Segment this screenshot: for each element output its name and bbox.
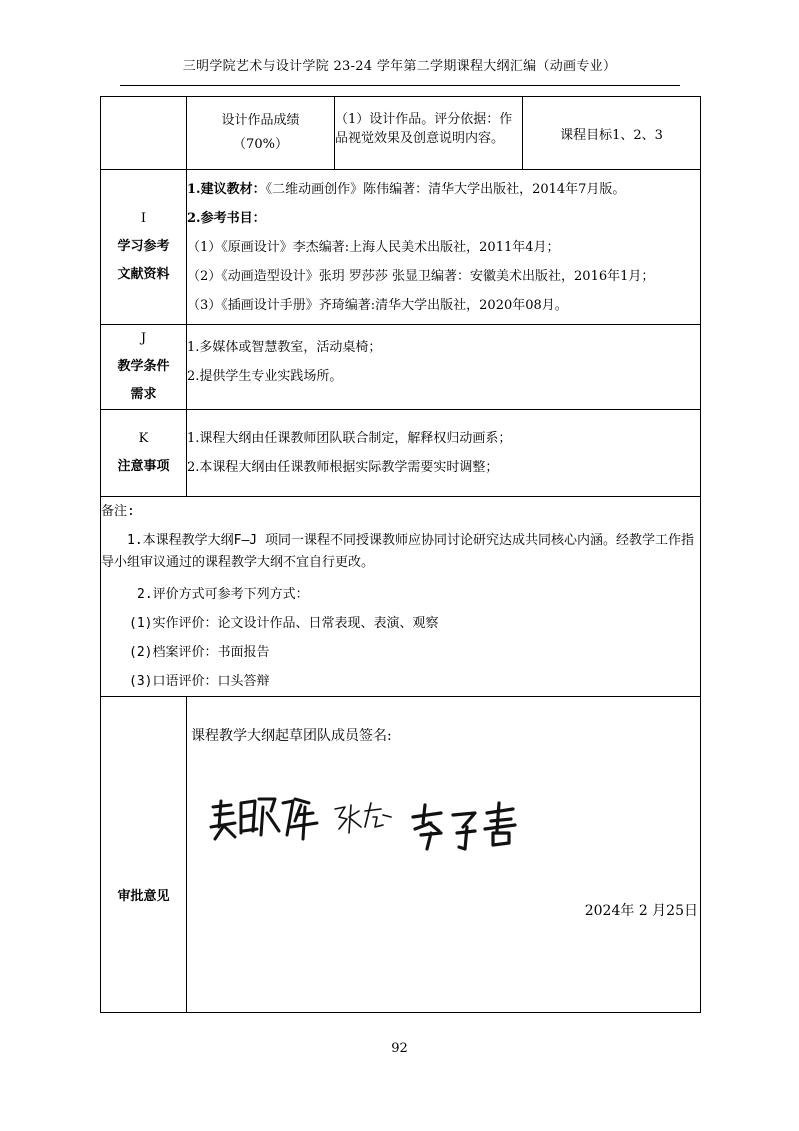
notes-title: 备注: xyxy=(101,504,135,519)
score-name: 设计作品成绩 xyxy=(221,113,300,128)
section-j-row xyxy=(101,325,701,410)
approval-date: 2024年 2 月25日 xyxy=(584,903,698,919)
condition-line: 1.多媒体或智慧教室，活动桌椅； xyxy=(187,340,382,355)
notice-line: 1.课程大纲由任课教师团队联合制定，解释权归动画系； xyxy=(187,431,512,446)
section-letter: K xyxy=(138,431,149,446)
score-name-cell xyxy=(187,97,335,170)
header-rule xyxy=(120,85,680,86)
approval-row xyxy=(101,697,701,1013)
score-description-cell xyxy=(335,97,523,170)
reference-line: （2）《动画造型设计》张玥 罗莎莎 张显卫编著：安徽美术出版社，2016年1月； xyxy=(187,268,655,284)
section-label-line: 需求 xyxy=(130,387,157,402)
reference-line: （3）《插画设计手册》齐琦编著:清华大学出版社，2020年08月。 xyxy=(187,297,568,313)
notes-row xyxy=(101,497,701,697)
notes-list-item: (2)档案评价：书面报告 xyxy=(129,645,270,660)
section-label-line: 注意事项 xyxy=(117,459,170,474)
page-number: 92 xyxy=(391,1041,408,1056)
section-letter: J xyxy=(140,331,147,346)
notices-content xyxy=(187,410,701,497)
reference-line: 2.参考书目： xyxy=(187,210,266,226)
condition-line: 2.提供学生专业实践场所。 xyxy=(187,369,343,384)
handwritten-signatures xyxy=(205,787,525,857)
reference-line: 1.建议教材：《二维动画创作》陈伟编著：清华大学出版社，2014年7月版。 xyxy=(187,181,626,197)
section-k-label xyxy=(101,410,187,497)
score-row xyxy=(101,97,701,170)
section-j-label xyxy=(101,325,187,410)
approval-label xyxy=(101,697,187,1013)
section-i-label xyxy=(101,170,187,325)
approval-content xyxy=(187,697,701,1013)
section-i-row xyxy=(101,170,701,325)
notes-cell xyxy=(101,497,701,697)
empty-cell xyxy=(101,97,187,170)
score-description: （1）设计作品。评分依据：作品视觉效果及创意说明内容。 xyxy=(335,112,513,146)
signature-prompt: 课程教学大纲起草团队成员签名: xyxy=(191,728,392,744)
page-header: 三明学院艺术与设计学院 23-24 学年第二学期课程大纲汇编（动画专业） xyxy=(182,59,617,74)
conditions-content xyxy=(187,325,701,410)
approval-label-text: 审批意见 xyxy=(117,888,170,904)
section-label-line: 教学条件 xyxy=(117,359,170,374)
section-letter: I xyxy=(140,211,147,226)
course-goal-cell xyxy=(523,97,701,170)
notes-paragraph: 1.本课程教学大纲F—J 项同一课程不同授课教师应协同讨论研究达成共同核心内涵。经教学工作指导小组审议通过的课程教学大纲不宜自行更改。 xyxy=(101,533,694,570)
section-k-row xyxy=(101,410,701,497)
reference-line: （1）《原画设计》李杰编著:上海人民美术出版社，2011年4月； xyxy=(187,239,560,255)
score-weight: （70%） xyxy=(233,137,288,152)
references-content xyxy=(187,170,701,325)
syllabus-table xyxy=(100,96,701,1013)
section-label-line: 文献资料 xyxy=(117,267,170,282)
section-label-line: 学习参考 xyxy=(117,239,170,254)
course-goal: 课程目标1、2、3 xyxy=(560,127,663,143)
notice-line: 2.本课程大纲由任课教师根据实际教学需要实时调整； xyxy=(187,460,499,475)
notes-list-item: (3)口语评价：口头答辩 xyxy=(129,674,270,689)
notes-paragraph: 2.评价方式可参考下列方式： xyxy=(137,587,309,602)
notes-list-item: (1)实作评价：论文设计作品、日常表现、表演、观察 xyxy=(129,616,439,631)
